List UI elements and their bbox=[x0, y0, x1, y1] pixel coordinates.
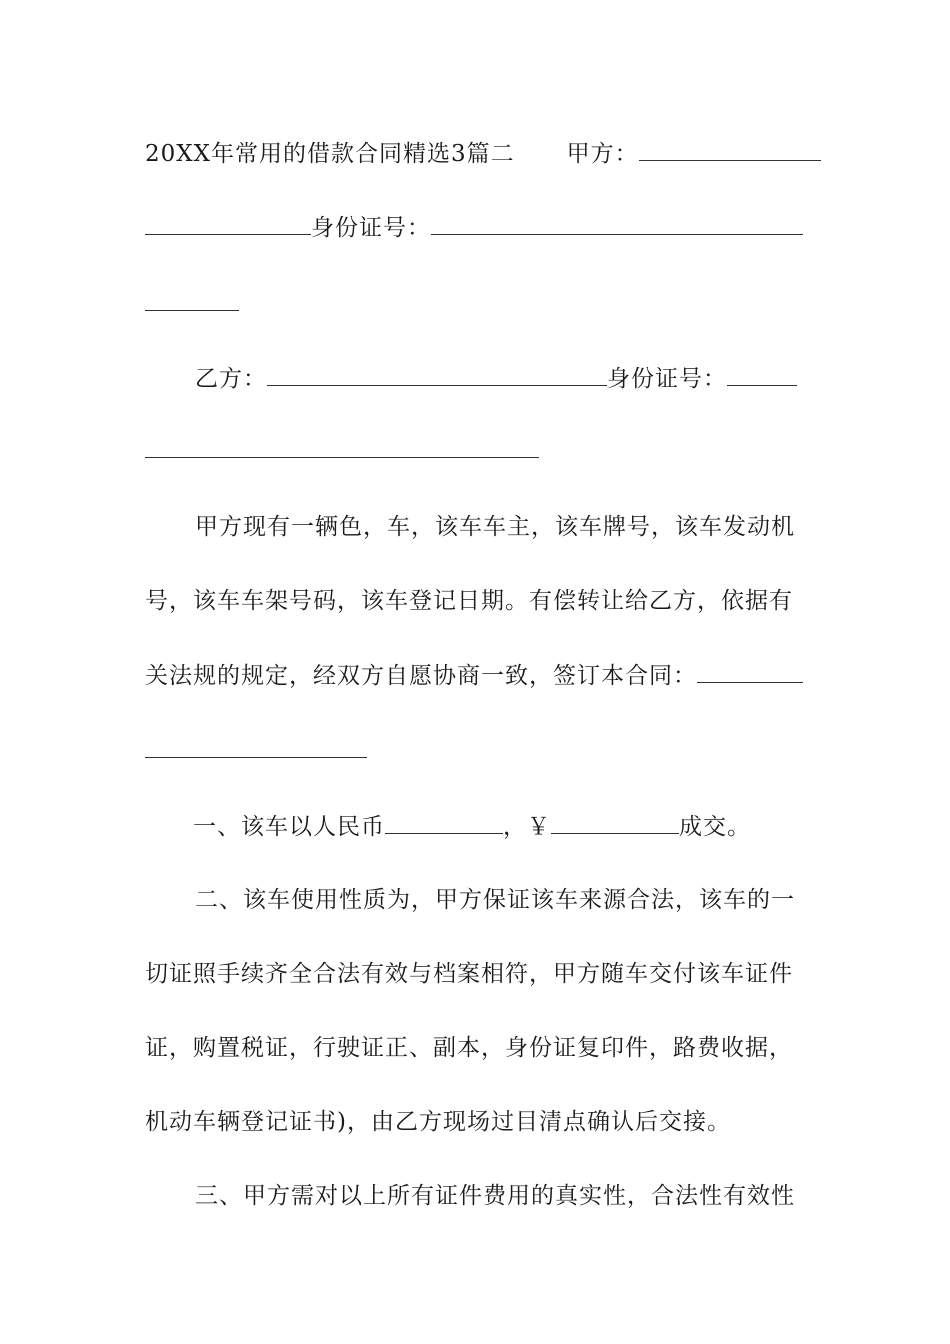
clause-1-text-a: 一、该车以人民币 bbox=[193, 814, 385, 840]
clause-2-line-4 bbox=[145, 1107, 805, 1137]
clause-3-text-1: 三、甲方需对以上所有证件费用的真实性，合法性有效性 bbox=[195, 1183, 795, 1209]
intro-line-2 bbox=[145, 586, 805, 616]
intro-text-1: 甲方现有一辆色，车，该车车主，该车牌号，该车发动机 bbox=[195, 514, 795, 540]
clause-2-text-3: 证，购置税证，行驶证正、副本，身份证复印件，路费收据， bbox=[145, 1035, 793, 1061]
party-b-line bbox=[145, 363, 805, 394]
title-line bbox=[145, 138, 805, 169]
party-b-blank bbox=[267, 363, 607, 386]
party-a-name-blank bbox=[145, 212, 311, 235]
party-a-id-label: 身份证号： bbox=[311, 215, 431, 241]
rmb-amount-blank bbox=[385, 811, 503, 834]
clause-1-text-b: ，￥ bbox=[503, 814, 551, 840]
clause-1-text-c: 成交。 bbox=[679, 814, 751, 840]
party-b-id-blank-continued bbox=[145, 457, 539, 458]
clause-2-text-4: 机动车辆登记证书)，由乙方现场过目清点确认后交接。 bbox=[145, 1109, 731, 1135]
clause-2-text-2: 切证照手续齐全合法有效与档案相符，甲方随车交付该车证件 bbox=[145, 961, 793, 987]
contract-blank-continued bbox=[145, 757, 367, 758]
party-a-label: 甲方： bbox=[566, 141, 639, 167]
party-a-id-blank bbox=[431, 212, 803, 235]
intro-text-3: 关法规的规定，经双方自愿协商一致，签订本合同： bbox=[145, 663, 697, 689]
party-b-label: 乙方： bbox=[195, 366, 267, 392]
party-a-id-blank-continued bbox=[145, 310, 239, 311]
intro-line-3 bbox=[145, 660, 805, 691]
party-b-id-label: 身份证号： bbox=[607, 366, 727, 392]
yuan-amount-blank bbox=[551, 811, 679, 834]
clause-2-line-1 bbox=[145, 885, 805, 915]
intro-text-2: 号，该车车架号码，该车登记日期。有偿转让给乙方，依据有 bbox=[145, 588, 793, 614]
party-a-id-line bbox=[145, 212, 805, 243]
clause-1-line bbox=[145, 811, 805, 842]
contract-blank bbox=[697, 660, 803, 683]
clause-2-text-1: 二、该车使用性质为，甲方保证该车来源合法，该车的一 bbox=[195, 887, 795, 913]
clause-3-line-1 bbox=[145, 1181, 805, 1211]
intro-line-1 bbox=[145, 512, 805, 542]
party-b-id-blank bbox=[727, 363, 797, 386]
party-a-blank bbox=[639, 138, 821, 161]
document-title: 20XX年常用的借款合同精选3篇二 bbox=[145, 141, 515, 167]
clause-2-line-3 bbox=[145, 1033, 805, 1063]
clause-2-line-2 bbox=[145, 959, 805, 989]
